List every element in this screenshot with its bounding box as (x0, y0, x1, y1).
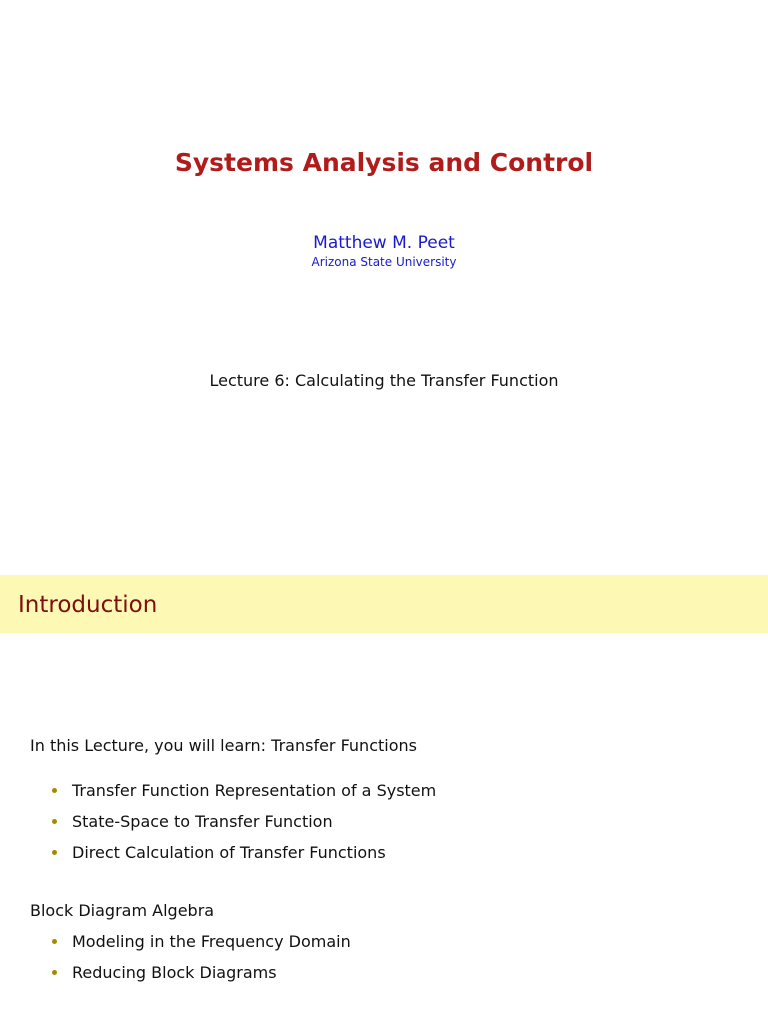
list-item-label: Modeling in the Frequency Domain (72, 932, 351, 951)
list-item (50, 926, 351, 957)
author-institute: Arizona State University (311, 255, 457, 269)
bullet-icon (52, 788, 57, 793)
bullet-icon (52, 819, 57, 824)
block-diagram-heading: Block Diagram Algebra (30, 901, 215, 920)
frame-title: Introduction (18, 592, 158, 618)
author-name: Matthew M. Peet (313, 233, 455, 253)
list-item (50, 806, 436, 837)
bullet-icon (52, 970, 57, 975)
lecture-subtitle: Lecture 6: Calculating the Transfer Function (209, 371, 559, 390)
presentation-title: Systems Analysis and Control (174, 148, 594, 177)
list-item (50, 837, 436, 868)
intro-lead-text: In this Lecture, you will learn: Transfer Functions (30, 736, 417, 755)
frame-header (0, 575, 768, 633)
topics-list (50, 775, 436, 868)
list-item-label: Reducing Block Diagrams (72, 963, 277, 982)
list-item (50, 775, 436, 806)
bullet-icon (52, 939, 57, 944)
bullet-icon (52, 850, 57, 855)
list-item-label: Direct Calculation of Transfer Functions (72, 843, 386, 862)
list-item-label: State-Space to Transfer Function (72, 812, 333, 831)
block-topics-list (50, 926, 351, 988)
list-item (50, 957, 351, 988)
list-item-label: Transfer Function Representation of a System (72, 781, 437, 800)
